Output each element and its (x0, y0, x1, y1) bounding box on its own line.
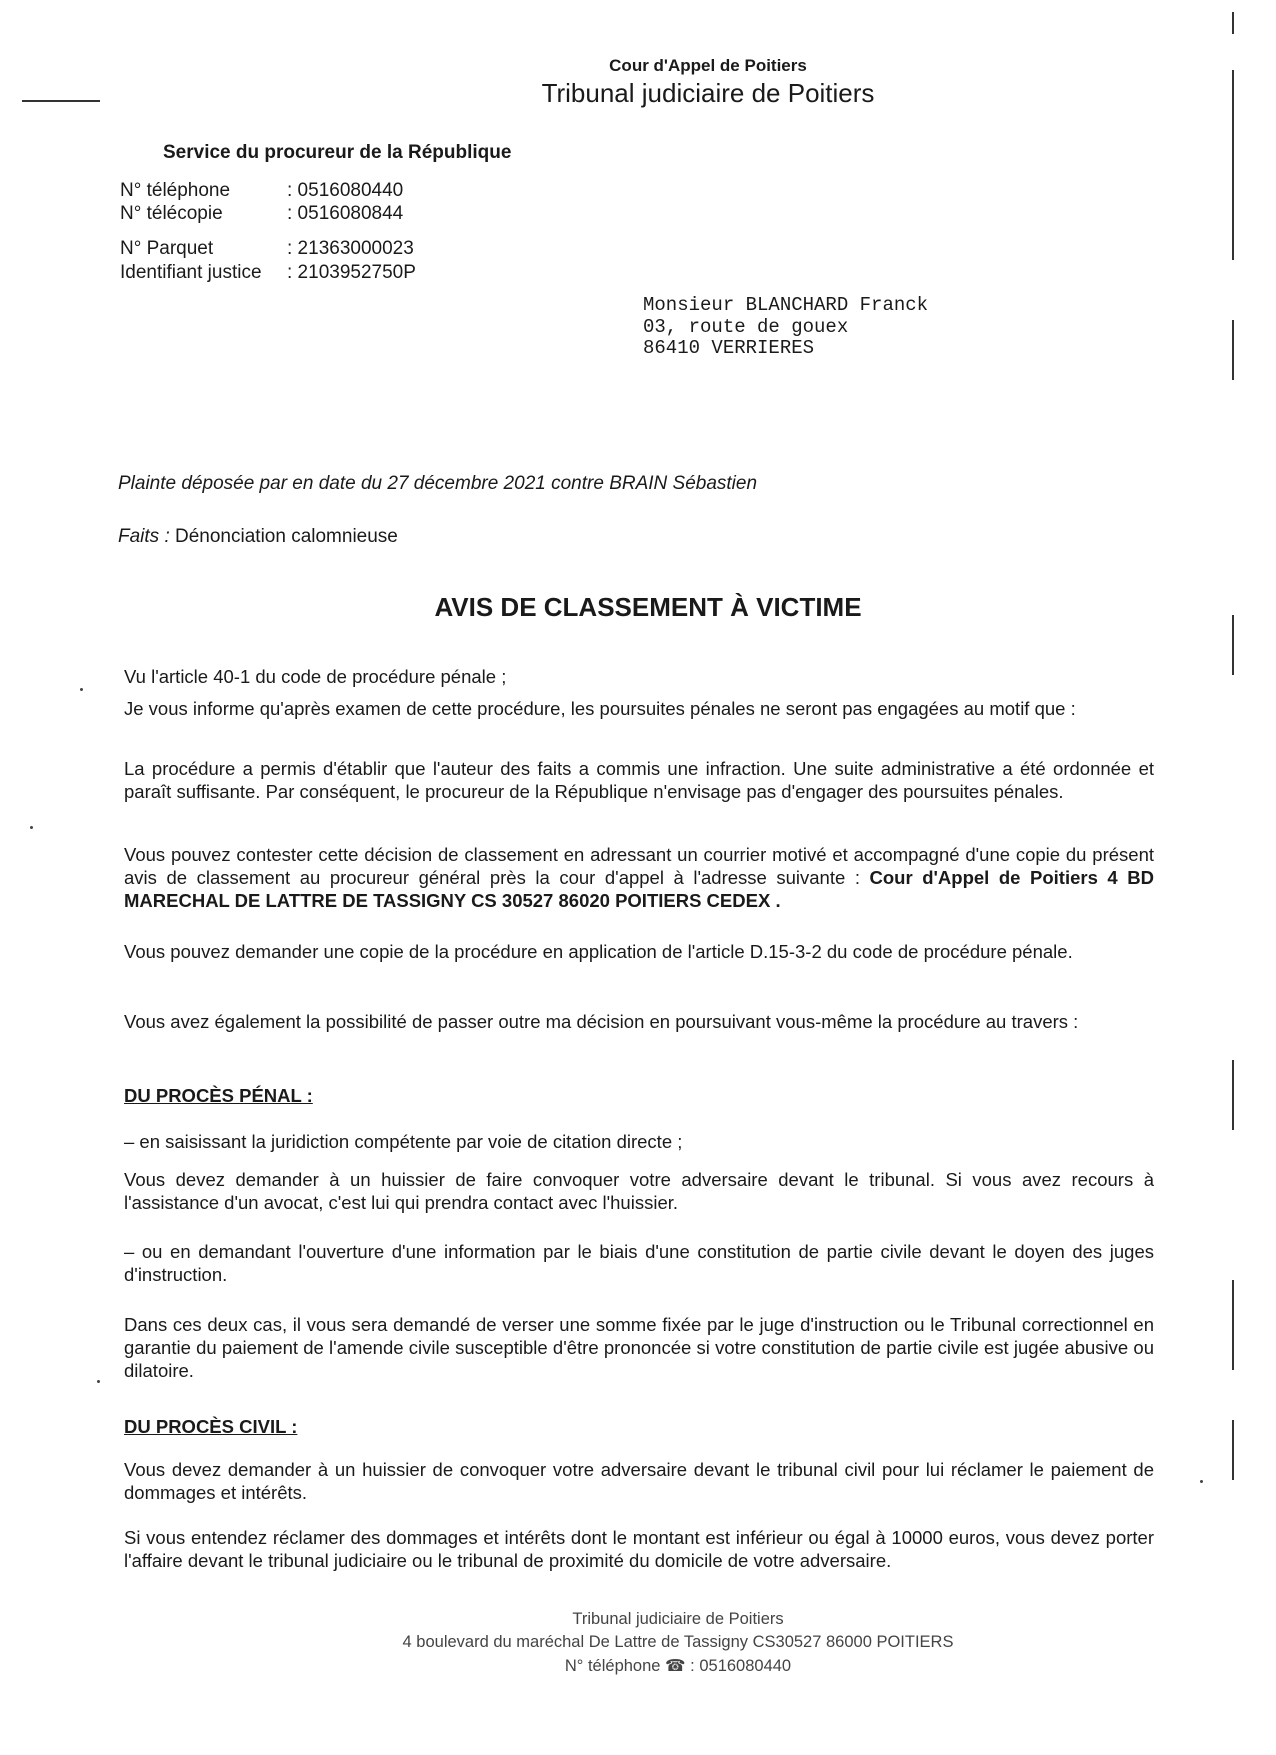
prosecutor-service: Service du procureur de la République (163, 142, 512, 163)
footer-tribunal: Tribunal judiciaire de Poitiers (572, 1610, 784, 1628)
paragraph-article: Vu l'article 40-1 du code de procédure pénale ; (124, 666, 507, 687)
scan-dot (30, 826, 33, 829)
recipient-name: Monsieur BLANCHARD Franck (643, 294, 929, 316)
paragraph-contest (124, 843, 1154, 912)
paragraph-bailiff: Vous devez demander à un huissier de faire convoquer votre adversaire devant le tribunal. Si vous avez recours à l'assistance d'un avocat, c'est lui qui prendra contact avec l'huissier. (124, 1169, 1154, 1213)
scan-dot (80, 688, 83, 691)
facts-value: Dénonciation calomnieuse (169, 526, 398, 547)
scan-edge-right (1232, 320, 1234, 380)
scan-edge-right (1232, 1280, 1234, 1370)
scan-edge-right (1232, 1060, 1234, 1130)
paragraph-civil-bailiff: Vous devez demander à un huissier de convoquer votre adversaire devant le tribunal civil pour lui réclamer le paiement de dommages et intérêts. (124, 1459, 1154, 1503)
recipient-street: 03, route de gouex (643, 316, 849, 338)
heading-civil-trial: DU PROCÈS CIVIL : (124, 1416, 298, 1437)
scan-dot (1200, 1480, 1203, 1483)
tribunal-name: Tribunal judiciaire de Poitiers (541, 78, 875, 108)
appeal-address: Cour d'Appel de Poitiers 4 BD MARECHAL DE LATTRE DE TASSIGNY CS 30527 86020 POITIERS CEDEX . (124, 867, 1154, 911)
contact-label: N° télécopie (120, 203, 223, 224)
contact-value: : 0516080440 (287, 180, 404, 201)
complaint-line: Plainte déposée par en date du 27 décembre 2021 contre BRAIN Sébastien (118, 473, 758, 494)
heading-penal-trial: DU PROCÈS PÉNAL : (124, 1085, 313, 1106)
recipient-city: 86410 VERRIERES (643, 337, 815, 359)
paragraph-reason: La procédure a permis d'établir que l'auteur des faits a commis une infraction. Une suite administrative a été ordonnée et paraît suffisante. Par conséquent, le procureur de la République n'envisage pas d'engager des poursuites pénales. (124, 758, 1154, 802)
scan-dot (97, 1380, 100, 1383)
contact-label: N° téléphone (120, 180, 231, 201)
contact-label: N° Parquet (120, 238, 214, 259)
paragraph-damages: Si vous entendez réclamer des dommages et intérêts dont le montant est inférieur ou égal à 10000 euros, vous devez porter l'affaire devant le tribunal judiciaire ou le tribunal de proximité du domicile de votre adversaire. (124, 1527, 1154, 1571)
facts-label: Faits : (118, 526, 170, 547)
contest-text: Vous pouvez contester cette décision de classement en adressant un courrier motivé et accompagné d'une copie du présent avis de classement au procureur général près la cour d'appel à l'adresse suivante : (124, 844, 1154, 888)
footer-address: 4 boulevard du maréchal De Lattre de Tassigny CS30527 86000 POITIERS (402, 1633, 954, 1651)
paragraph-copy-request: Vous pouvez demander une copie de la procédure en application de l'article D.15-3-2 du code de procédure pénale. (124, 941, 1073, 962)
paragraph-investigation: – ou en demandant l'ouverture d'une information par le biais d'une constitution de partie civile devant le doyen des juges d'instruction. (124, 1241, 1154, 1285)
facts-line (118, 526, 398, 548)
contact-value: : 0516080844 (287, 203, 404, 224)
footer-phone: N° téléphone ☎ : 0516080440 (564, 1657, 792, 1675)
paragraph-deposit: Dans ces deux cas, il vous sera demandé de verser une somme fixée par le juge d'instruction ou le Tribunal correctionnel en garantie du paiement de l'amende civile susceptible d'être prononcée si votre constitution de partie civile est jugée abusive ou dilatoire. (124, 1314, 1154, 1381)
contact-label: Identifiant justice (120, 262, 262, 283)
court-of-appeal: Cour d'Appel de Poitiers (609, 56, 807, 75)
scan-edge-right (1232, 1420, 1234, 1480)
scan-edge-right (1232, 12, 1234, 34)
paragraph-direct-citation: – en saisissant la juridiction compétente par voie de citation directe ; (124, 1131, 683, 1152)
scan-edge-right (1232, 615, 1234, 675)
contact-value: : 21363000023 (287, 238, 414, 259)
contact-value: : 2103952750P (287, 262, 416, 283)
paragraph-intro: Je vous informe qu'après examen de cette procédure, les poursuites pénales ne seront pas engagées au motif que : (124, 698, 1076, 719)
document-title: AVIS DE CLASSEMENT À VICTIME (434, 592, 862, 622)
paragraph-options: Vous avez également la possibilité de passer outre ma décision en poursuivant vous-même la procédure au travers : (124, 1011, 1079, 1032)
